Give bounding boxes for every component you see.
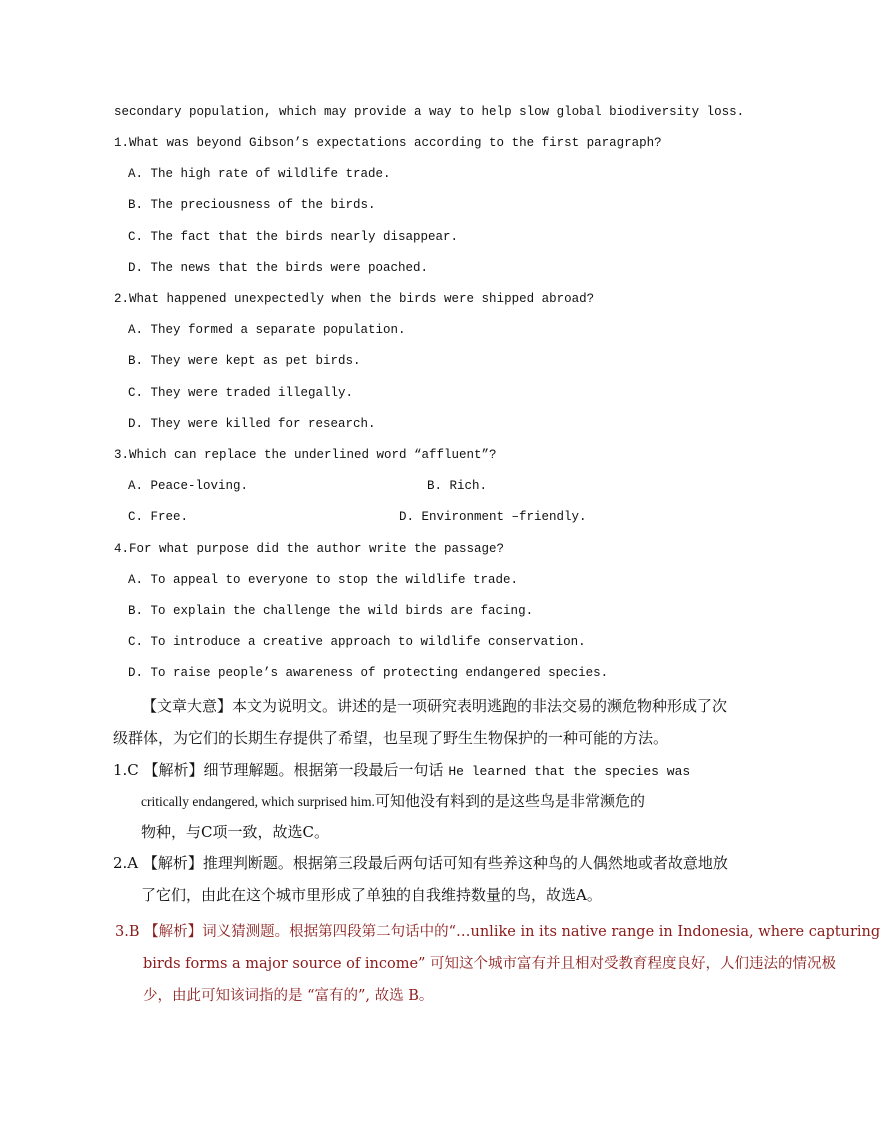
question-2-stem: 2.What happened unexpectedly when the birds were shipped abroad?: [114, 292, 595, 306]
question-1-option-a: A. The high rate of wildlife trade.: [128, 167, 391, 181]
intro-line: secondary population, which may provide a way to help slow global biodiversity loss.: [114, 105, 745, 119]
question-4-option-b: B. To explain the challenge the wild birds are facing.: [128, 604, 534, 618]
question-4-option-d: D. To raise people’s awareness of protecting endangered species.: [128, 666, 609, 680]
answer-1-line-3: 物种，与C项一致，故选C。: [141, 823, 329, 841]
question-2-option-d: D. They were killed for research.: [128, 417, 376, 431]
question-4-option-a: A. To appeal to everyone to stop the wildlife trade.: [128, 573, 519, 587]
answer-2-line-2: 了它们，由此在这个城市里形成了单独的自我维持数量的鸟，故选A。: [141, 886, 602, 904]
answer-3-line-3: 少，由此可知该词指的是 “富有的”, 故选 B。: [143, 988, 434, 1004]
answer-3-line-2: birds forms a major source of income” 可知这个城市富有并且相对受教育程度良好，人们违法的情况极: [143, 956, 837, 972]
answer-2-line-1: 2.A 【解析】推理判断题。根据第三段最后两句话可知有些养这种鸟的人偶然地或者故意地放: [113, 854, 728, 872]
answer-1-line-1-en: He learned that the species was: [448, 764, 691, 779]
question-4-stem: 4.For what purpose did the author write the passage?: [114, 542, 505, 556]
question-4-option-c: C. To introduce a creative approach to wildlife conservation.: [128, 635, 586, 649]
summary-line-1: 【文章大意】本文为说明文。讲述的是一项研究表明逃跑的非法交易的濒危物种形成了次: [142, 697, 728, 715]
question-2-option-b: B. They were kept as pet birds.: [128, 354, 361, 368]
question-3-option-c: C. Free.: [128, 510, 189, 524]
question-1-stem: 1.What was beyond Gibson’s expectations according to the first paragraph?: [114, 136, 662, 150]
answer-3-line-1: 3.B 【解析】词义猜测题。根据第四段第二句话中的“…unlike in its native range in Indonesia, where capturing: [115, 924, 880, 940]
summary-line-2: 级群体，为它们的长期生存提供了希望，也呈现了野生生物保护的一种可能的方法。: [113, 729, 669, 747]
question-2-option-c: C. They were traded illegally.: [128, 386, 354, 400]
question-3-option-a: A. Peace-loving.: [128, 479, 249, 493]
question-1-option-b: B. The preciousness of the birds.: [128, 198, 376, 212]
question-3-stem: 3.Which can replace the underlined word “affluent”?: [114, 448, 497, 462]
answer-1-line-2: [141, 790, 645, 811]
question-1-option-d: D. The news that the birds were poached.: [128, 261, 429, 275]
answer-1-line-1-cn: 1.C 【解析】细节理解题。根据第一段最后一句话: [113, 761, 449, 779]
question-3-option-b: B. Rich.: [427, 479, 488, 493]
answer-1-line-1: [113, 759, 690, 780]
question-3-option-d: D. Environment –friendly.: [399, 510, 587, 524]
question-1-option-c: C. The fact that the birds nearly disappear.: [128, 230, 459, 244]
answer-1-line-2-en: critically endangered, which surprised him.: [141, 794, 375, 809]
answer-1-line-2-cn: 可知他没有料到的是这些鸟是非常濒危的: [374, 792, 645, 810]
question-2-option-a: A. They formed a separate population.: [128, 323, 406, 337]
